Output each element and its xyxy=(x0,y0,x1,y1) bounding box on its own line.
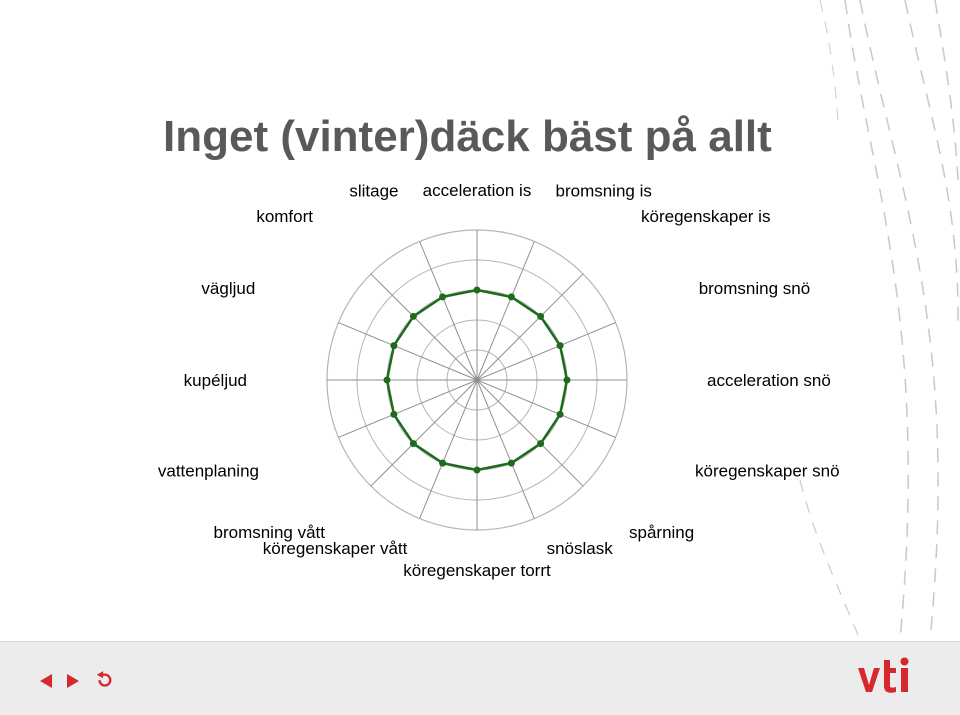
radar-point xyxy=(474,467,481,474)
radar-axis-label: bromsning vått xyxy=(213,523,325,542)
radar-point xyxy=(564,377,571,384)
radar-spoke xyxy=(477,274,583,380)
radar-point xyxy=(410,313,417,320)
radar-point xyxy=(508,460,515,467)
radar-axis-label: snöslask xyxy=(546,539,613,559)
radar-spoke xyxy=(477,241,534,380)
radar-point xyxy=(537,440,544,447)
radar-spoke xyxy=(338,380,477,437)
radar-spoke xyxy=(371,380,477,486)
radar-spoke xyxy=(477,323,616,380)
radar-axis-label: köregenskaper snö xyxy=(695,461,840,481)
radar-point xyxy=(439,460,446,467)
radar-point xyxy=(557,342,564,349)
radar-point xyxy=(390,342,397,349)
page-title: Inget (vinter)däck bäst på allt xyxy=(163,112,772,161)
radar-point xyxy=(390,411,397,418)
radar-axis-label: acceleration snö xyxy=(707,371,831,390)
radar-point xyxy=(410,440,417,447)
radar-axis-label: bromsning is xyxy=(555,181,652,201)
radar-spoke xyxy=(371,274,477,380)
radar-spoke xyxy=(338,323,477,380)
radar-axis-label: slitage xyxy=(349,181,399,201)
radar-point xyxy=(537,313,544,320)
return-arrow-icon[interactable] xyxy=(95,672,113,690)
radar-spokes xyxy=(327,230,627,530)
vti-logo-mark xyxy=(856,656,918,696)
radar-spoke xyxy=(477,380,583,486)
radar-axis-label: bromsning snö xyxy=(698,279,811,299)
radar-axis-label: kupéljud xyxy=(183,371,247,390)
radar-axis-label: acceleration is xyxy=(422,181,532,200)
radar-point xyxy=(508,293,515,300)
radar-point xyxy=(557,411,564,418)
radar-axis-label: köregenskaper is xyxy=(641,207,771,226)
radar-axis-label: spårning xyxy=(629,523,695,542)
radar-axis-label: köregenskaper torrt xyxy=(403,561,551,580)
footer-bar xyxy=(0,641,960,715)
triangle-left-icon[interactable] xyxy=(37,672,55,690)
radar-spoke xyxy=(477,380,616,437)
radar-spoke xyxy=(420,241,477,380)
radar-spoke xyxy=(477,380,534,519)
radar-point xyxy=(439,293,446,300)
radar-axis-label: vägljud xyxy=(201,279,256,299)
radar-point xyxy=(384,377,391,384)
radar-axis-label: vattenplaning xyxy=(157,461,259,481)
radar-axis-label: komfort xyxy=(256,207,313,226)
vti-logo xyxy=(856,656,918,696)
radar-axis-label: köregenskaper vått xyxy=(262,539,408,559)
radar-point xyxy=(474,287,481,294)
triangle-right-icon[interactable] xyxy=(64,672,82,690)
radar-spoke xyxy=(420,380,477,519)
